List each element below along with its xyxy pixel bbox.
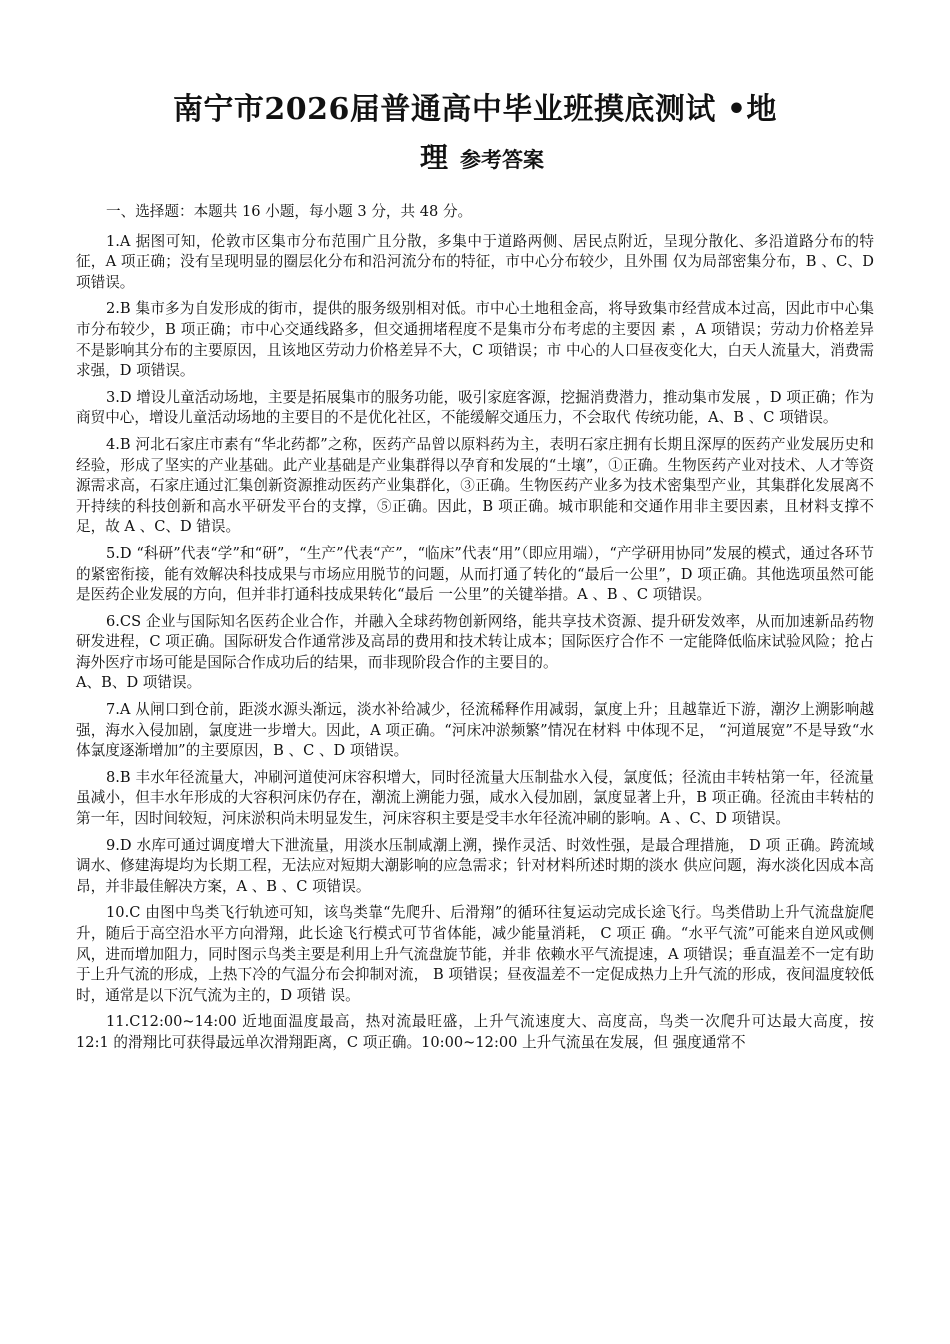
answer-11: 11.C12:00~14:00 近地面温度最高，热对流最旺盛，上升气流速度大、高度高，鸟类一次爬升可达最大高度，按 12:1 的滑翔比可获得最远单次滑翔距离，C 项正确。10:00~12:00 上升气流虽在发展，但 强度通常不 bbox=[76, 1013, 874, 1051]
answer-6-continuation: A、B、D 项错误。 bbox=[76, 674, 202, 692]
answer-3: 3.D 增设儿童活动场地，主要是拓展集市的服务功能，吸引家庭客源，挖掘消费潜力，推动集市发展 ，D 项正确；作为商贸中心，增设儿童活动场地的主要目的不是优化社区，不能缓解交通压力，不会取代 传统功能，A、B 、C 项错误。 bbox=[76, 388, 874, 427]
title-subject-end: 理 bbox=[420, 141, 449, 174]
section-heading: 一、选择题：本题共 16 小题，每小题 3 分，共 48 分。 bbox=[106, 203, 473, 220]
answer-7: 7.A 从闸口到仓前，距淡水源头渐远，淡水补给减少，径流稀释作用减弱，氯度上升；且越靠近下游，潮汐上溯影响越强，海水入侵加剧，氯度进一步增大。因此，A 项正确。“河床冲淤频繁”情况在材料 中体现不足， “河道展宽”不是导致“水体氯度逐渐增加”的主要原因，B 、C 、D 项错误。 bbox=[76, 701, 874, 760]
answer-8: 8.B 丰水年径流量大，冲刷河道使河床容积增大，同时径流量大压制盐水入侵，氯度低；径流由丰转枯第一年，径流量虽减小，但丰水年形成的大容积河床仍存在，潮流上溯能力强，咸水入侵加剧，氯度显著上升，B 项正确。径流由丰转枯的第一年，因时间较短，河床淤积尚未明显发生，河床容积主要是受丰水年径流冲刷的影响。A 、C、D 项错误。 bbox=[76, 768, 874, 828]
answer-5: 5.D “科研”代表“学”和“研”，“生产”代表“产”，“临床”代表“用”（即应用端），“产学研用协同”发展的模式，通过各环节的紧密衔接，能有效解决科技成果与市场应用脱节的问题，从而打通了转化的“最后一公里”，D 项正确。其他选项虽然可能是医药企业发展的方向，但并非打通科技成果转化“最后 一公里”的关键举措。A 、B 、C 项错误。 bbox=[76, 544, 874, 604]
answer-2: 2.B 集市多为自发形成的街市，提供的服务级别相对低。市中心土地租金高，将导致集市经营成本过高，因此市中心集市分布较少，B 项正确；市中心交通线路多，但交通拥堵程度不是集市分布考虑的主要因 素 ，A 项错误；劳动力价格差异不是影响其分布的主要原因，且该地区劳动力价格差异不大，C 项错误；市 中心的人口昼夜变化大，白天人流量大，消费需求强，D 项错误。 bbox=[76, 300, 874, 380]
answer-10: 10.C 由图中鸟类飞行轨迹可知，该鸟类靠“先爬升、后滑翔”的循环往复运动完成长途飞行。鸟类借助上升气流盘旋爬升，随后于高空沿水平方向滑翔，此长途飞行模式可节省体能，减少能量消耗， C 项正 确。“水平气流”可能来自逆风或侧风，进而增加阻力，同时图示鸟类主要是利用上升气流盘旋节能，并非 依赖水平气流提速，A 项错误；垂直温差不一定有助于上升气流的形成，上热下冷的气温分布会抑制对流， B 项错误；昼夜温差不一定促成热力上升气流的形成，夜间温度较低时，通常是以下沉气流为主的，D 项错 误。 bbox=[76, 904, 874, 1004]
answer-content bbox=[76, 202, 874, 1060]
page-title: 南宁市2026届普通高中毕业班摸底测试 •地 bbox=[172, 92, 778, 127]
answer-6: 6.CS 企业与国际知名医药企业合作，并融入全球药物创新网络，能共享技术资源、提升研发效率，从而加速新品药物研发进程，C 项正确。国际研发合作通常涉及高昂的费用和技术转让成本；国际医疗合作不 一定能降低临床试验风险；抢占海外医疗市场可能是国际合作成功后的结果，而非现阶段合作的主要目的。 bbox=[76, 612, 874, 671]
page-title-line2 bbox=[420, 136, 544, 176]
answer-9: 9.D 水库可通过调度增大下泄流量，用淡水压制咸潮上溯，操作灵活、时效性强，是最合理措施， D 项 正确。跨流域调水、修建海堤均为长期工程，无法应对短期大潮影响的应急需求；针对材料所述时期的淡水 供应问题，海水淡化因成本高昂，并非最佳解决方案，A 、B 、C 项错误。 bbox=[76, 836, 874, 895]
answer-1: 1.A 据图可知，伦敦市区集市分布范围广且分散，多集中于道路两侧、居民点附近，呈现分散化、多沿道路分布的特征，A 项正确；没有呈现明显的圈层化分布和沿河流分布的特征，市中心分布较少，且外围 仅为局部密集分布，B 、C、D 项错误。 bbox=[76, 232, 874, 291]
answer-4: 4.B 河北石家庄市素有“华北药都”之称，医药产品曾以原料药为主，表明石家庄拥有长期且深厚的医药产业发展历史和经验，形成了坚实的产业基础。此产业基础是产业集群得以孕育和发展的“土壤”，①正确。生物医药产业对技术、人才等资源需求高，石家庄通过汇集创新资源推动医药产业集群化，③正确。生物医药产业多为技术密集型产业，其集群化发展离不开持续的科技创新和高水平研发平台的支撑，⑤正确。因此，B 项正确。城市职能和交通作用非主要因素，且材料支撑不足，故 A 、C、D 错误。 bbox=[76, 435, 874, 536]
title-subtitle: 参考答案 bbox=[460, 147, 545, 172]
